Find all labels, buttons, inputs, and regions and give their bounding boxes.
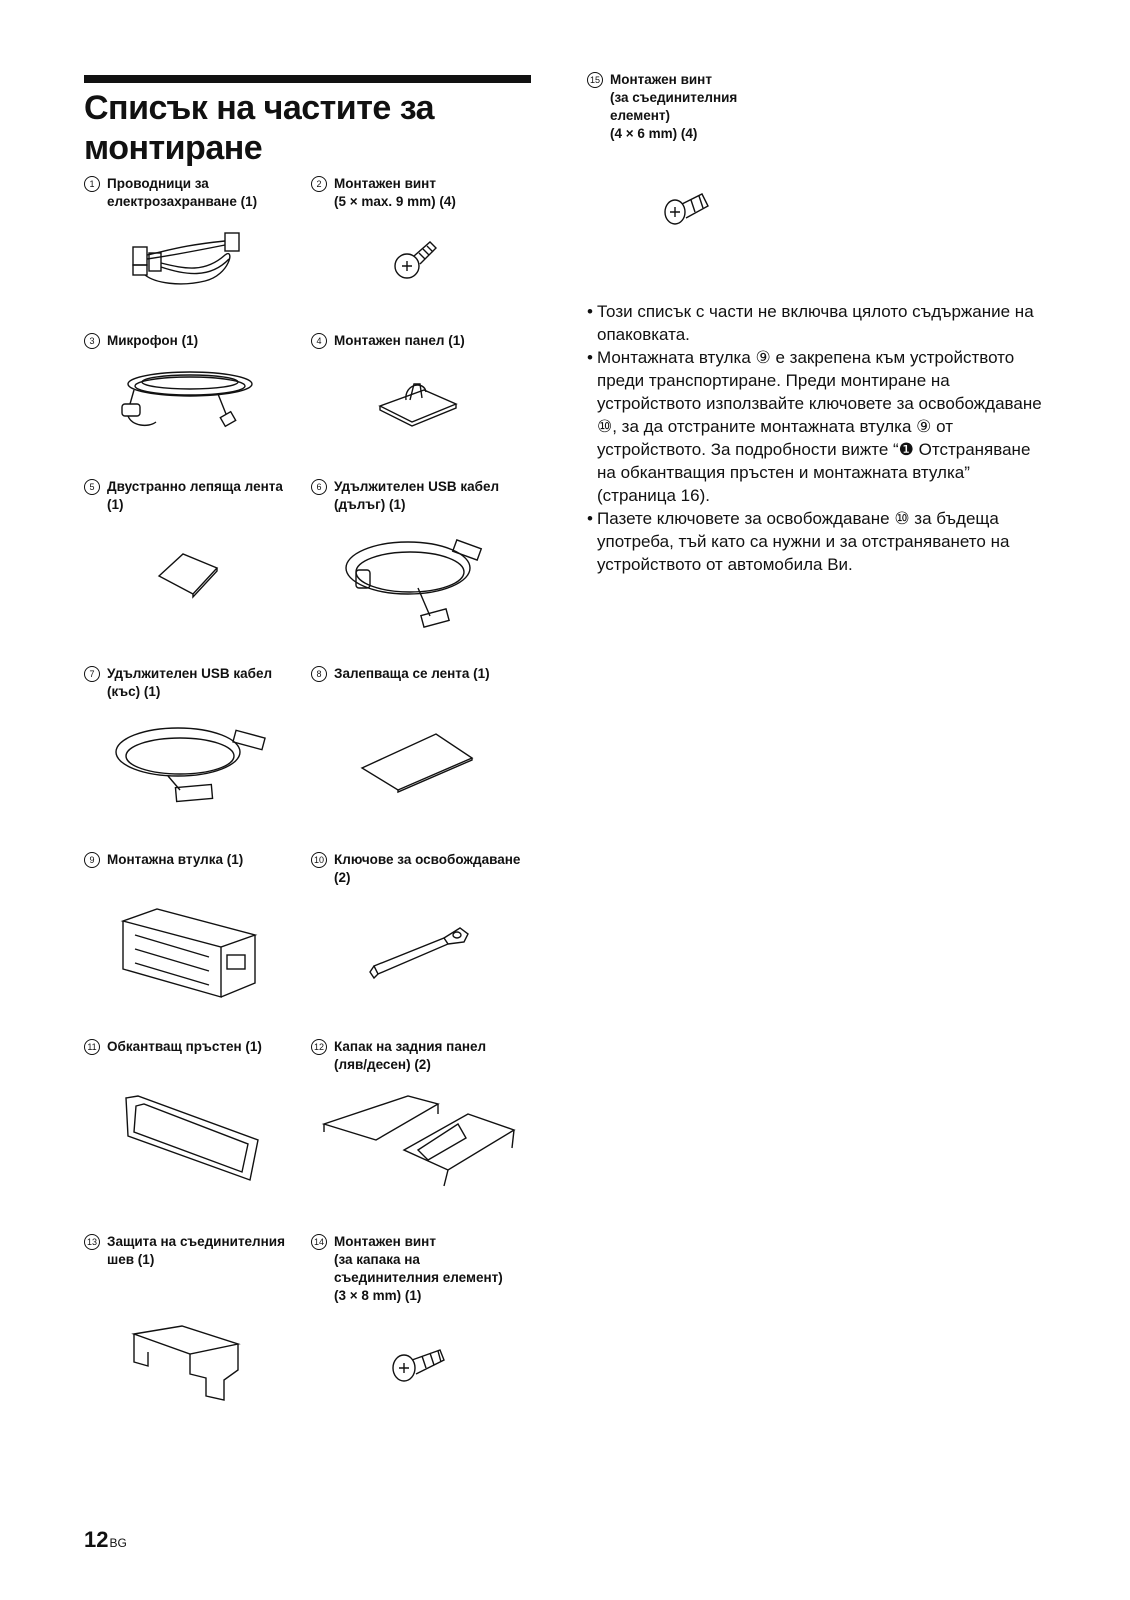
power-wires-icon xyxy=(125,225,255,295)
page-number xyxy=(84,1527,127,1553)
rear-panel-cover-icon xyxy=(318,1090,518,1190)
part-label: Удължителен USB кабел (дълъг) (1) xyxy=(334,479,500,512)
part-label: Обкантващ пръстен (1) xyxy=(107,1039,262,1054)
part-number: 1 xyxy=(84,176,100,192)
notes-list xyxy=(587,300,1047,576)
part-8 xyxy=(311,665,526,683)
part-number: 12 xyxy=(311,1039,327,1055)
screw-icon xyxy=(392,236,442,286)
part-5 xyxy=(84,478,299,514)
part-number: 8 xyxy=(311,666,327,682)
part-label: Защита на съединителния шев (1) xyxy=(107,1234,285,1267)
part-number: 13 xyxy=(84,1234,100,1250)
mounting-panel-icon xyxy=(374,370,464,430)
note-text: Пазете ключовете за освобождаване ⑩ за бъдеща употреба, тъй като са нужни и за отстраняването на устройството от автомобила Ви. xyxy=(597,509,1010,574)
part-label: Залепваща се лента (1) xyxy=(334,666,490,681)
part-number: 4 xyxy=(311,333,327,349)
part-label: Монтажен панел (1) xyxy=(334,333,465,348)
microphone-icon xyxy=(118,364,258,436)
part-label: Капак на задния панел (ляв/десен) (2) xyxy=(334,1039,487,1072)
title-rule xyxy=(84,75,531,83)
part-label: Двустранно лепяща лента (1) xyxy=(107,479,283,512)
page-lang-suffix: BG xyxy=(109,1536,127,1550)
part-label: Монтажна втулка (1) xyxy=(107,852,244,867)
mounting-sleeve-icon xyxy=(115,905,265,1005)
part-6 xyxy=(311,478,526,514)
part-number: 14 xyxy=(311,1234,327,1250)
part-9 xyxy=(84,851,299,869)
part-3 xyxy=(84,332,299,350)
bullet: • xyxy=(587,509,593,528)
usb-cable-long-icon xyxy=(338,530,498,630)
bullet: • xyxy=(587,348,593,367)
part-12 xyxy=(311,1038,526,1074)
part-number: 7 xyxy=(84,666,100,682)
note-item xyxy=(587,300,1047,346)
page-title: Списък на частите за монтиране xyxy=(84,89,435,167)
note-item xyxy=(587,346,1047,507)
part-13 xyxy=(84,1233,299,1269)
part-11 xyxy=(84,1038,299,1056)
part-number: 3 xyxy=(84,333,100,349)
part-label: Микрофон (1) xyxy=(107,333,199,348)
part-number: 2 xyxy=(311,176,327,192)
usb-cable-short-icon xyxy=(108,718,278,810)
part-1 xyxy=(84,175,299,211)
part-number: 5 xyxy=(84,479,100,495)
release-key-icon xyxy=(368,922,478,982)
page-number-value: 12 xyxy=(84,1527,109,1552)
part-number: 11 xyxy=(84,1039,100,1055)
part-label: Монтажен винт (за съединителния елемент) (4 × 6 mm) (4) xyxy=(610,72,738,141)
adhesive-tape-icon xyxy=(155,550,225,600)
note-item xyxy=(587,507,1047,576)
trim-ring-icon xyxy=(118,1092,263,1184)
bullet: • xyxy=(587,302,593,321)
part-14 xyxy=(311,1233,526,1305)
part-label: Ключове за освобождаване (2) xyxy=(334,852,521,885)
part-label: Удължителен USB кабел (къс) (1) xyxy=(107,666,273,699)
part-number: 10 xyxy=(311,852,327,868)
sticky-strip-icon xyxy=(358,728,478,794)
connector-guard-icon xyxy=(128,1322,243,1404)
part-label: Монтажен винт (5 × max. 9 mm) (4) xyxy=(334,176,456,209)
part-label: Монтажен винт (за капака на съединителния елемент) (3 × 8 mm) (1) xyxy=(334,1234,503,1303)
part-number: 6 xyxy=(311,479,327,495)
part-number: 15 xyxy=(587,72,603,88)
screw-icon xyxy=(662,186,712,230)
part-10 xyxy=(311,851,526,887)
part-number: 9 xyxy=(84,852,100,868)
note-text: Монтажната втулка ⑨ е закрепена към устройството преди транспортиране. Преди монтиране на устройството използвайте ключовете за освобождаване ⑩, за да отстраните монтажната втулка ⑨ от устройството. За подробности вижте “❶ Отстраняване на обкантващия пръстен и монтажната втулка” (страница 16). xyxy=(597,348,1042,505)
part-label: Проводници за електрозахранване (1) xyxy=(107,176,258,209)
screw-icon xyxy=(390,1340,450,1386)
part-7 xyxy=(84,665,299,701)
part-15 xyxy=(587,71,802,143)
part-2 xyxy=(311,175,526,211)
note-text: Този списък с части не включва цялото съдържание на опаковката. xyxy=(597,302,1034,344)
part-4 xyxy=(311,332,526,350)
